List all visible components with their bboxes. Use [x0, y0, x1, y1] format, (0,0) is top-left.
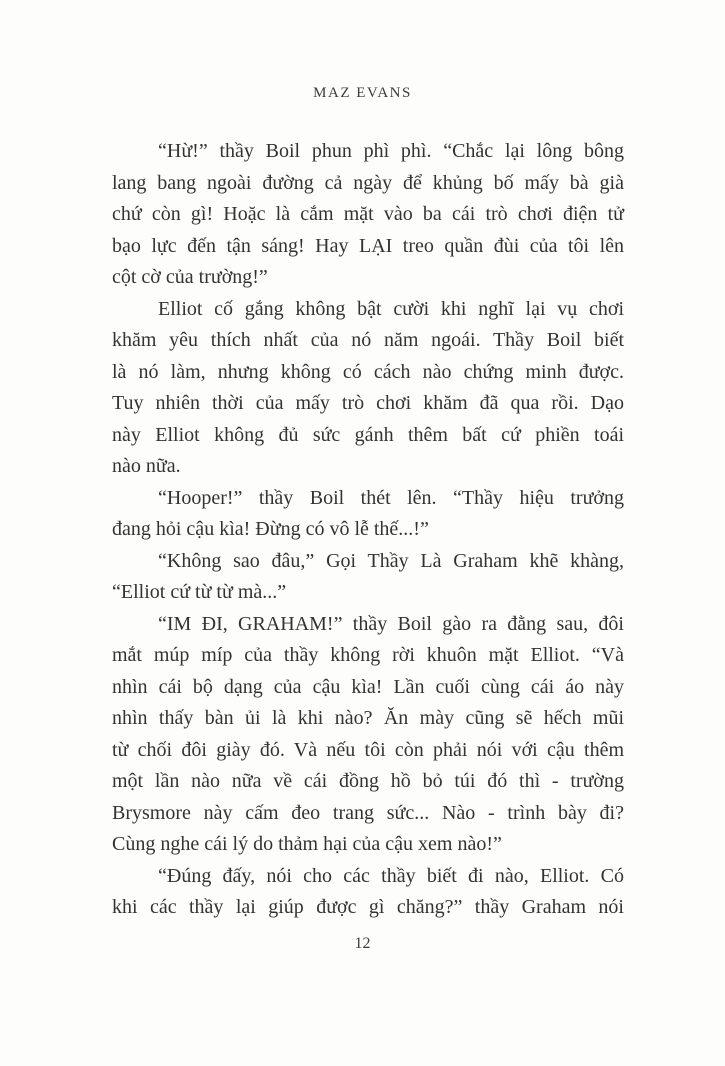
text-line: chứ còn gì! Hoặc là cắm mặt vào ba cái trò chơi điện tử	[112, 203, 624, 225]
text-line: từ chối đôi giày đó. Và nếu tôi còn phải nói với cậu thêm	[112, 738, 624, 761]
text-line: “Elliot cứ từ từ mà...”	[112, 581, 287, 603]
body-text	[112, 136, 624, 924]
text-line: nhìn thấy bàn ủi là khi nào? Ăn mày cũng sẽ hếch mũi	[112, 707, 624, 729]
text-line: mắt múp míp của thầy không rời khuôn mặt Elliot. “Và	[112, 644, 624, 666]
text-line: Brysmore này cấm đeo trang sức... Nào - trình bày đi?	[112, 801, 624, 824]
text-line: “Đúng đấy, nói cho các thầy biết đi nào, Elliot. Có	[158, 864, 624, 887]
text-line: “Hooper!” thầy Boil thét lên. “Thầy hiệu trưởng	[158, 486, 624, 509]
text-line: khi các thầy lại giúp được gì chăng?” thầy Graham nói	[112, 896, 624, 918]
text-line: Elliot cố gắng không bật cười khi nghĩ lại vụ chơi	[158, 297, 624, 320]
text-line: cột cờ của trường!”	[112, 266, 268, 288]
text-line: này Elliot không đủ sức gánh thêm bất cứ phiền toái	[112, 423, 624, 446]
text-line: bạo lực đến tận sáng! Hay LẠI treo quần đùi của tôi lên	[112, 234, 624, 257]
paragraph	[112, 483, 624, 546]
paragraph	[112, 609, 624, 861]
text-line: “IM ĐI, GRAHAM!” thầy Boil gào ra đằng sau, đôi	[158, 612, 624, 635]
paragraph	[112, 861, 624, 924]
paragraph	[112, 294, 624, 483]
text-line: đang hỏi cậu kìa! Đừng có vô lễ thế...!”	[112, 518, 429, 540]
page-number: 12	[354, 935, 371, 952]
text-line: Cùng nghe cái lý do thảm hại của cậu xem nào!”	[112, 833, 502, 855]
paragraph	[112, 546, 624, 609]
text-line: một lần nào nữa về cái đồng hồ bỏ túi đó thì - trường	[112, 770, 624, 792]
text-line: nhìn cái bộ dạng của cậu kìa! Lần cuối cùng cái áo này	[112, 675, 624, 698]
paragraph	[112, 136, 624, 294]
text-line: nào nữa.	[112, 455, 181, 477]
text-line: là nó làm, nhưng không có cách nào chứng minh được.	[112, 360, 624, 383]
text-line: khăm yêu thích nhất của nó năm ngoái. Thầy Boil biết	[112, 329, 624, 351]
text-line: “Hừ!” thầy Boil phun phì phì. “Chắc lại lông bông	[158, 140, 624, 162]
text-line: Tuy nhiên thời của mấy trò chơi khăm đã qua rồi. Dạo	[112, 392, 624, 414]
running-header: MAZ EVANS	[313, 85, 412, 101]
text-line: “Không sao đâu,” Gọi Thầy Là Graham khẽ khàng,	[158, 549, 624, 572]
text-line: lang bang ngoài đường cả ngày để khủng bố mấy bà già	[112, 171, 624, 194]
